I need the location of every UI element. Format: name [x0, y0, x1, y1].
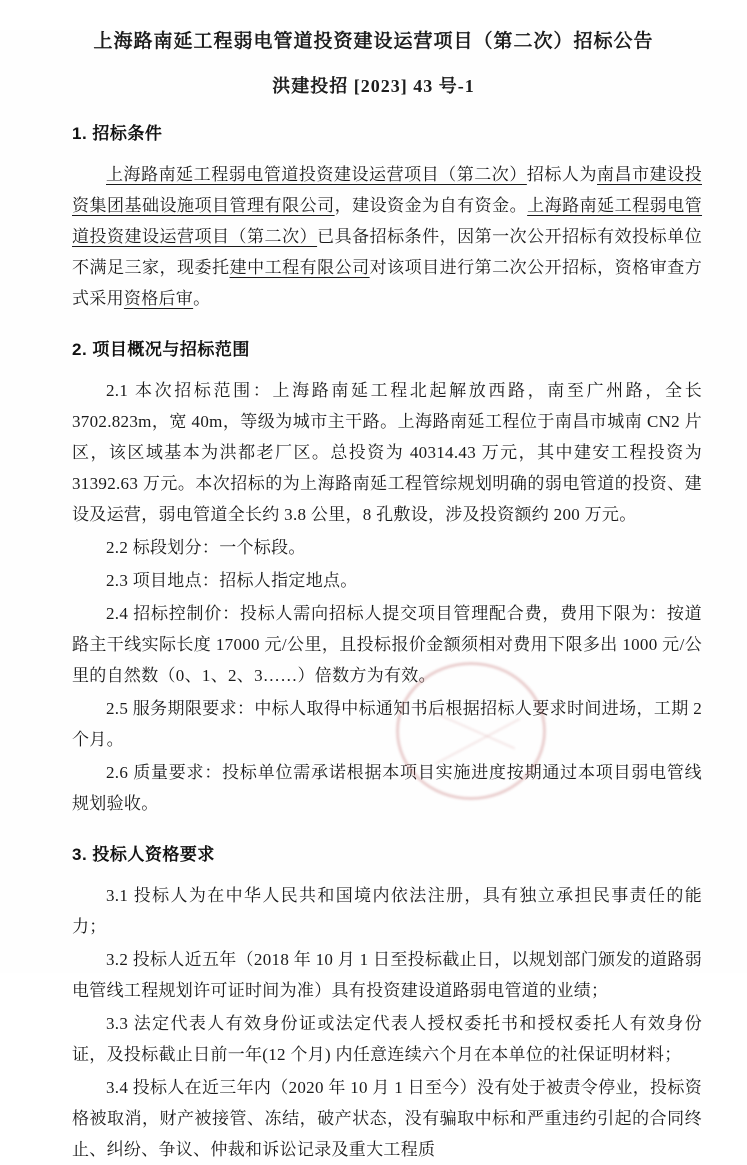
document-title: 上海路南延工程弱电管道投资建设运营项目（第二次）招标公告 — [93, 31, 654, 52]
text-run: 对该项目进行第二次公开招标，资格审查方式采用 — [72, 258, 703, 308]
section-heading: 2. 项目概况与招标范围 — [72, 340, 250, 359]
paragraph — [72, 1072, 702, 1165]
document-body — [72, 119, 702, 1165]
paragraph — [72, 159, 702, 314]
paragraph — [72, 375, 702, 530]
text-run: 2.2 标段划分：一个标段。 — [106, 538, 306, 557]
paragraph — [72, 880, 702, 942]
text-run: 2.1 本次招标范围：上海路南延工程北起解放西路，南至广州路，全长 3702.823m，宽 40m，等级为城市主干路。上海路南延工程位于南昌市城南 CN2 片区，该区域基本为洪都老厂区。总投资为 40314.43 万元，其中建安工程投资为 31392.63 万元。本次招标的为上海路南延工程管综规划明确的弱电管道的投资、建设及运营，弱电管道全长约 3.8 公里，8 孔敷设，涉及投资额约 200 万元。 — [72, 381, 702, 524]
paragraph — [72, 944, 702, 1006]
underlined-text: 南昌市建设投资集团基础设施项目管理有限公司 — [72, 165, 702, 215]
underlined-text: 上海路南延工程弱电管道投资建设运营项目（第二次） — [106, 165, 527, 184]
text-run: 3.1 投标人为在中华人民共和国境内依法注册，具有独立承担民事责任的能力； — [72, 886, 702, 936]
text-run: 2.3 项目地点：招标人指定地点。 — [106, 571, 358, 590]
text-run: 。 — [193, 289, 211, 308]
section-heading: 1. 招标条件 — [72, 124, 163, 143]
text-run: 已具备招标条件，因第一次公开招标有效投标单位不满足三家，现委托 — [72, 227, 702, 277]
document-number: 洪建投招 [2023] 43 号-1 — [272, 76, 475, 96]
paragraph — [72, 1008, 702, 1070]
underlined-text: 上海路南延工程弱电管道投资建设运营项目（第二次） — [72, 196, 703, 246]
paragraph — [72, 757, 702, 819]
text-run: ，建设资金为自有资金。 — [334, 196, 528, 215]
text-run: 2.6 质量要求：投标单位需承诺根据本项目实施进度按期通过本项目弱电管线规划验收。 — [72, 763, 702, 813]
scanned-document-page — [0, 30, 747, 1159]
text-run: 2.4 招标控制价：投标人需向招标人提交项目管理配合费，费用下限为：按道路主干线实际长度 17000 元/公里，且投标报价金额须相对费用下限多出 1000 元/公里的自然数（0、1、2、3……）倍数方为有效。 — [72, 604, 702, 685]
text-run: 招标人为 — [526, 165, 598, 184]
text-run: 3.4 投标人在近三年内（2020 年 10 月 1 日至今）没有处于被责令停业，投标资格被取消，财产被接管、冻结，破产状态，没有骗取中标和严重违约引起的合同终止、纠纷、争议、仲裁和诉讼记录及重大工程质 — [72, 1078, 702, 1159]
underlined-text: 资格后审 — [123, 289, 194, 308]
underlined-text: 建中工程有限公司 — [229, 258, 370, 277]
text-run: 3.3 法定代表人有效身份证或法定代表人授权委托书和授权委托人有效身份证，及投标截止日前一年(12 个月) 内任意连续六个月在本单位的社保证明材料； — [72, 1014, 702, 1064]
text-run: 2.5 服务期限要求：中标人取得中标通知书后根据招标人要求时间进场，工期 2 个月。 — [72, 699, 702, 749]
text-run: 3.2 投标人近五年（2018 年 10 月 1 日至投标截止日，以规划部门颁发的道路弱电管线工程规划许可证时间为准）具有投资建设道路弱电管道的业绩； — [72, 950, 702, 1000]
section-heading: 3. 投标人资格要求 — [72, 845, 215, 864]
paragraph — [72, 598, 702, 691]
paragraph — [72, 532, 702, 563]
paragraph — [72, 693, 702, 755]
paragraph — [72, 565, 702, 596]
